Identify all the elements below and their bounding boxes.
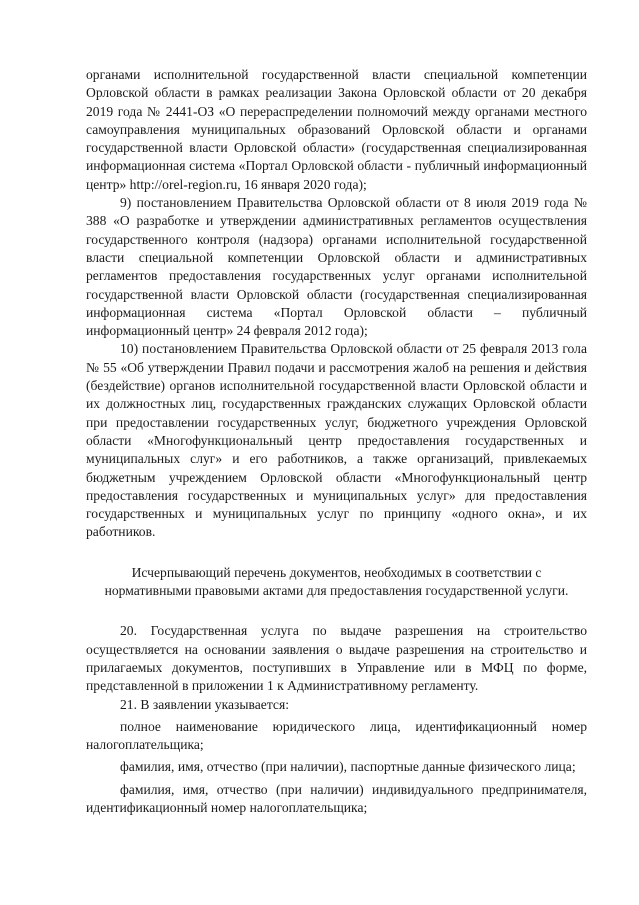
paragraph-21: 21. В заявлении указывается: (120, 696, 289, 712)
section-heading-line-1: Исчерпывающий перечень документов, необходимых в соответствии с (131, 564, 542, 580)
section-heading (86, 564, 587, 601)
paragraph-continuation: органами исполнительной государственной власти специальной компетенции Орловской области в рамках реализации Закона Орловской области от 20 декабря 2019 года № 2441-ОЗ «О перераспределении полномочий между органами местного самоуправления муниципальных образований Орловской области и органами государственной власти Орловской области» (государственная специализированная информационная система «Портал Орловской области - публичный информационный центр» http://orel-region.ru, 16 января 2020 года); (86, 67, 587, 192)
list-item-individual: фамилия, имя, отчество (при наличии), паспортные данные физического лица; (120, 759, 576, 775)
paragraph-20: 20. Государственная услуга по выдаче разрешения на строительство осуществляется на основании заявления о выдаче разрешения на строительство и прилагаемых документов, поступивших в Управление или в МФЦ по форме, представленной в приложении 1 к Административному регламенту. (86, 623, 587, 694)
list-item-legal-entity: полное наименование юридического лица, идентификационный номер налогоплательщика; (86, 718, 587, 753)
list-item-entrepreneur: фамилия, имя, отчество (при наличии) индивидуального предпринимателя, идентификационный номер налогоплательщика; (86, 781, 587, 815)
section-heading-line-2: нормативными правовыми актами для предоставления государственной услуги. (104, 583, 569, 599)
paragraph-item-10: 10) постановлением Правительства Орловской области от 25 февраля 2013 гола № 55 «Об утверждении Правил подачи и рассмотрения жалоб на решения и действия (бездействие) органов исполнительной государственной власти Орловской области и их должностных лиц, государственных гражданских служащих Орловской области при предоставлении государственных услуг, бюджетного учреждения Орловской области «Многофункциональный центр предоставления государственных и муниципальных слуг» и его работников, а также организаций, привлекаемых бюджетным учреждением Орловской области «Многофункциональный центр предоставления государственных и муниципальных услуг» для предоставления государственных и муниципальных услуг по принципу «одного окна», и их работников. (86, 341, 587, 540)
paragraph-item-9: 9) постановлением Правительства Орловской области от 8 июля 2019 года № 388 «О разработке и утверждении административных регламентов осуществления государственного контроля (надзора) органами исполнительной государственной власти специальной компетенции Орловской области и административных регламентов предоставления государственных услуг органами исполнительной государственной власти Орловской области (государственная специализированная информационная система «Портал Орловской области – публичный информационный центр» 24 февраля 2012 года); (86, 195, 587, 339)
